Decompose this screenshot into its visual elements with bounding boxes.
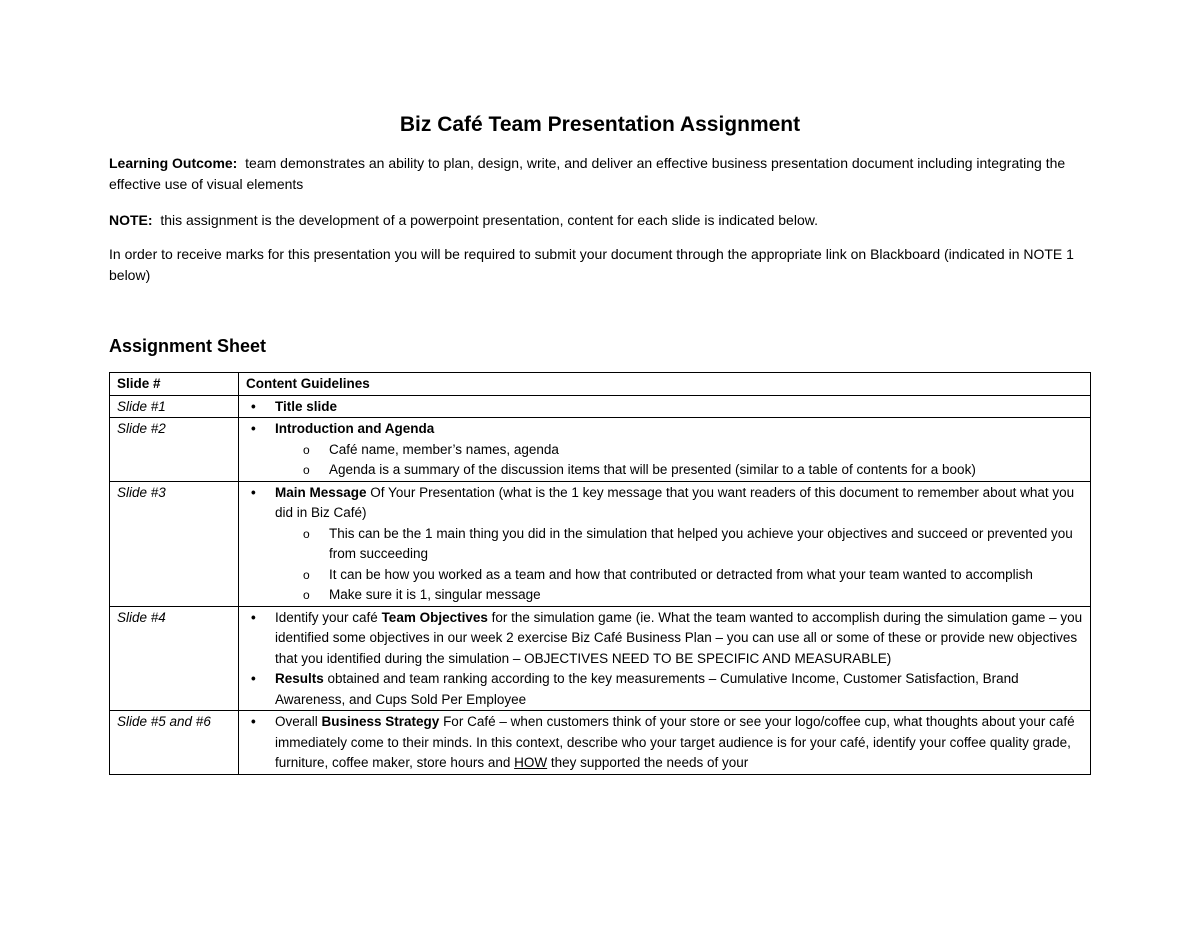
table-row	[110, 606, 1091, 711]
submission-paragraph: In order to receive marks for this presentation you will be required to submit your document through the appropriate link on Blackboard (indicated in NOTE 1 below)	[109, 246, 1074, 283]
guideline-text: Of Your Presentation (what is the 1 key message that you want readers of this document to remember about what you did in Biz Café)	[275, 484, 1075, 520]
slide-number-cell: Slide #5 and #6	[110, 711, 239, 775]
learning-outcome-paragraph	[109, 153, 1089, 195]
guidelines-cell	[239, 481, 1091, 606]
assignment-table	[109, 372, 1091, 775]
guidelines-cell	[239, 606, 1091, 711]
guidelines-cell	[239, 395, 1091, 418]
guidelines-cell	[239, 711, 1091, 775]
guideline-bold-text: Title slide	[275, 398, 338, 414]
guideline-sub-bullet: o This can be the 1 main thing you did in the simulation that helped you achieve your objectives and succeed or prevented you from succeeding	[329, 524, 1084, 565]
note-paragraph	[109, 210, 1089, 231]
guideline-bullet	[275, 483, 1084, 606]
guideline-sub-bullet: o Make sure it is 1, singular message	[329, 585, 1084, 606]
guideline-sub-bullet: o It can be how you worked as a team and how that contributed or detracted from what your team wanted to accomplish	[329, 565, 1084, 586]
guideline-bullet	[275, 669, 1084, 710]
guideline-bullet	[275, 608, 1084, 670]
guideline-bold-text: Team Objectives	[381, 609, 488, 625]
guideline-bold-text: Main Message	[275, 484, 367, 500]
guideline-text: for the simulation game (ie. What the team wanted to accomplish during the simulation game – you identified some objectives in our week 2 exercise Biz Café Business Plan – you can use all or some of these or provide new objectives that you identified during the simulation – OBJECTIVES NEED TO BE SPECIFIC AND MEASURABLE)	[275, 609, 1083, 666]
slide-number-cell: Slide #3	[110, 481, 239, 606]
guideline-bold-text: Business Strategy	[321, 714, 440, 729]
assignment-sheet-heading: Assignment Sheet	[109, 336, 267, 356]
header-slide-number: Slide #	[110, 373, 239, 396]
table-row	[110, 481, 1091, 606]
header-content-guidelines: Content Guidelines	[239, 373, 1091, 396]
note-label: NOTE:	[109, 212, 153, 228]
guideline-bullet	[275, 712, 1084, 774]
guideline-bullet	[275, 419, 1084, 481]
guideline-bold-text: Introduction and Agenda	[275, 421, 435, 436]
table-header-row	[110, 373, 1091, 396]
guideline-text-prefix: Overall	[275, 714, 322, 729]
document-title: Biz Café Team Presentation Assignment	[399, 113, 801, 136]
guideline-text-prefix: Identify your café	[275, 609, 382, 625]
note-text: this assignment is the development of a powerpoint presentation, content for each slide is indicated below.	[160, 212, 818, 228]
guideline-bold-text: Results	[275, 671, 324, 686]
guideline-sub-bullet: o Café name, member’s names, agenda	[329, 440, 1084, 461]
guideline-text-tail: they supported the needs of your	[547, 755, 749, 770]
slide-number-cell: Slide #1	[110, 395, 239, 418]
table-row	[110, 711, 1091, 775]
slide-number-cell: Slide #4	[110, 606, 239, 711]
guideline-text: For Café – when customers think of your store or see your logo/coffee cup, what thoughts about your café immediately come to their minds. In this context, describe who your target audience is for your café, identify your coffee quality grade, furniture, coffee maker, store hours and	[275, 714, 1075, 770]
guideline-bullet	[275, 397, 1084, 418]
guideline-text: obtained and team ranking according to the key measurements – Cumulative Income, Customer Satisfaction, Brand Awareness, and Cups Sold Per Employee	[275, 671, 1019, 707]
learning-outcome-text: team demonstrates an ability to plan, design, write, and deliver an effective business presentation document including integrating the effective use of visual elements	[109, 155, 1066, 192]
table-row	[110, 395, 1091, 418]
slide-number-cell: Slide #2	[110, 418, 239, 482]
learning-outcome-label: Learning Outcome:	[109, 155, 238, 171]
guidelines-cell	[239, 418, 1091, 482]
guideline-underlined-text: HOW	[514, 755, 548, 770]
table-row	[110, 418, 1091, 482]
guideline-sub-bullet: o Agenda is a summary of the discussion items that will be presented (similar to a table of contents for a book)	[329, 460, 1084, 481]
